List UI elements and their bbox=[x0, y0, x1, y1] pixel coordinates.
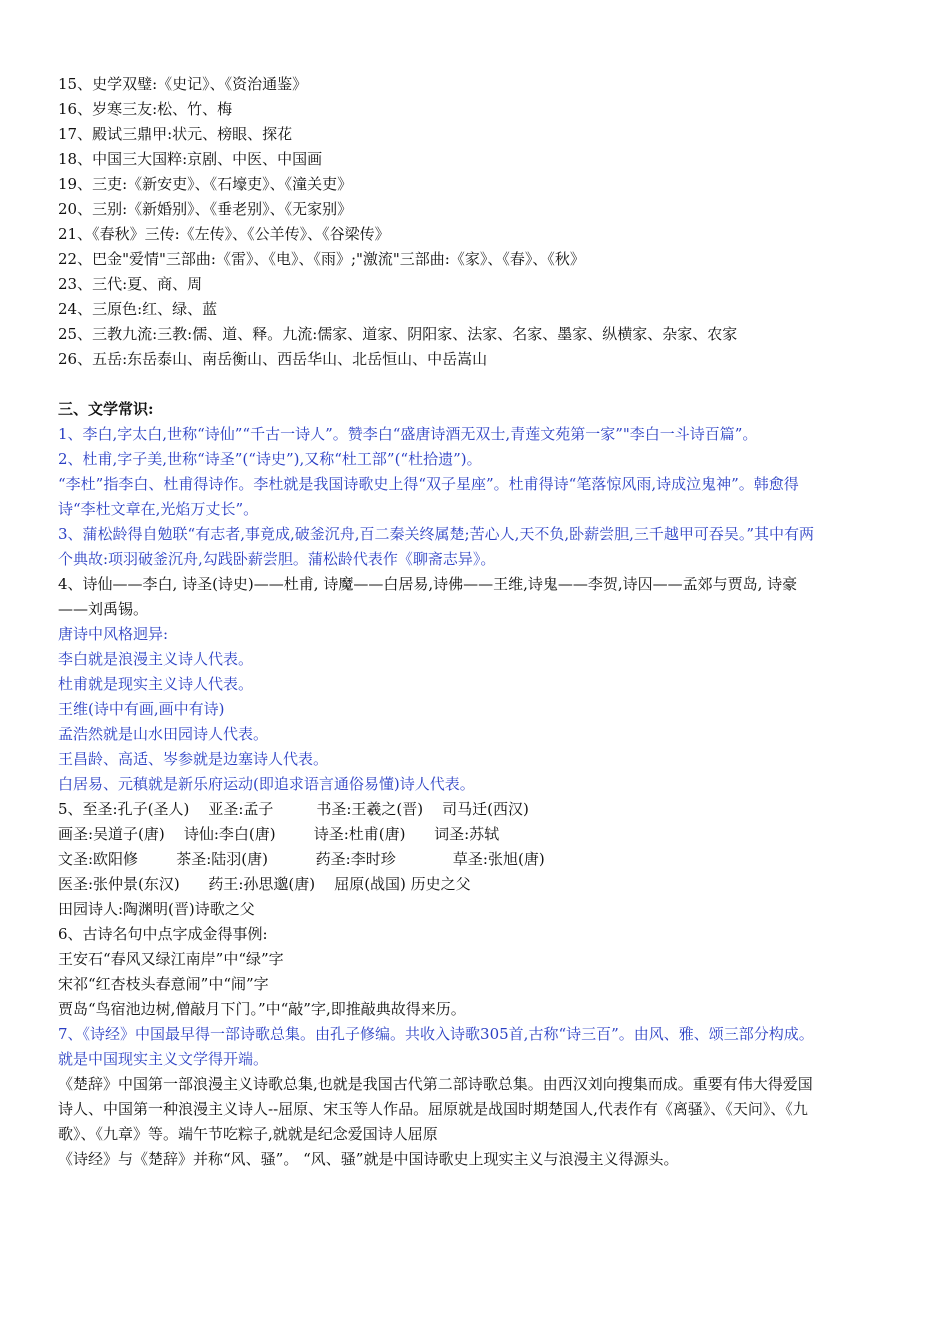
list-item: 24、三原色:红、绿、蓝 bbox=[58, 300, 218, 318]
list-item: 15、史学双璧:《史记》、《资治通鉴》 bbox=[58, 75, 308, 93]
list-item: 22、巴金"爱情"三部曲:《雷》、《电》、《雨》;"激流"三部曲:《家》、《春》、《秋》 bbox=[58, 250, 585, 268]
list-item: 18、中国三大国粹:京剧、中医、中国画 bbox=[58, 150, 323, 168]
paragraph: 王昌龄、高适、岑参就是边塞诗人代表。 bbox=[58, 750, 329, 768]
document-page bbox=[58, 72, 818, 1172]
paragraph: 《诗经》与《楚辞》并称“风、骚”。 “风、骚”就是中国诗歌史上现实主义与浪漫主义得源头。 bbox=[58, 1150, 679, 1168]
paragraph: 7、《诗经》中国最早得一部诗歌总集。由孔子修编。共收入诗歌305首,古称“诗三百”。由风、雅、颂三部分构成。就是中国现实主义文学得开端。 bbox=[58, 1025, 814, 1068]
paragraph: 文圣:欧阳修 茶圣:陆羽(唐) 药圣:李时珍 草圣:张旭(唐) bbox=[58, 850, 545, 868]
paragraph: 《楚辞》中国第一部浪漫主义诗歌总集,也就是我国古代第二部诗歌总集。由西汉刘向搜集而成。重要有伟大得爱国诗人、中国第一种浪漫主义诗人--屈原、宋玉等人作品。屈原就是战国时期楚国人,代表作有《离骚》、《天问》、《九歌》、《九章》等。端午节吃粽子,就就是纪念爱国诗人屈原 bbox=[58, 1075, 813, 1143]
list-item: 23、三代:夏、商、周 bbox=[58, 275, 203, 293]
paragraph: “李杜”指李白、杜甫得诗作。李杜就是我国诗歌史上得“双子星座”。杜甫得诗“笔落惊风雨,诗成泣鬼神”。韩愈得诗“李杜文章在,光焰万丈长”。 bbox=[58, 475, 799, 518]
paragraph: 1、李白,字太白,世称“诗仙”“千古一诗人”。赞李白“盛唐诗酒无双士,青莲文苑第一家”"李白一斗诗百篇”。 bbox=[58, 425, 758, 443]
paragraph: 李白就是浪漫主义诗人代表。 bbox=[58, 650, 254, 668]
paragraph: 4、诗仙——李白, 诗圣(诗史)——杜甫, 诗魔——白居易,诗佛——王维,诗鬼——李贺,诗囚——孟郊与贾岛, 诗豪——刘禹锡。 bbox=[58, 575, 798, 618]
paragraph: 田园诗人:陶渊明(晋)诗歌之父 bbox=[58, 900, 255, 918]
literature-section bbox=[58, 422, 818, 1172]
paragraph: 画圣:吴道子(唐) 诗仙:李白(唐) 诗圣:杜甫(唐) 词圣:苏轼 bbox=[58, 825, 500, 843]
paragraph: 唐诗中风格迥异: bbox=[58, 625, 169, 643]
section-heading: 三、文学常识: bbox=[58, 400, 154, 418]
paragraph: 3、蒲松龄得自勉联“有志者,事竟成,破釜沉舟,百二秦关终属楚;苦心人,天不负,卧薪尝胆,三千越甲可吞吴。”其中有两个典故:项羽破釜沉舟,勾践卧薪尝胆。蒲松龄代表作《聊斋志异》。 bbox=[58, 525, 815, 568]
paragraph: 6、古诗名句中点字成金得事例: bbox=[58, 925, 268, 943]
paragraph: 贾岛“鸟宿池边树,僧敲月下门。”中“敲”字,即推敲典故得来历。 bbox=[58, 1000, 466, 1018]
list-item: 19、三吏:《新安吏》、《石壕吏》、《潼关吏》 bbox=[58, 175, 353, 193]
list-item: 25、三教九流:三教:儒、道、释。九流:儒家、道家、阴阳家、法家、名家、墨家、纵横家、杂家、农家 bbox=[58, 325, 738, 343]
list-item: 26、五岳:东岳泰山、南岳衡山、西岳华山、北岳恒山、中岳嵩山 bbox=[58, 350, 488, 368]
list-item: 21、《春秋》三传:《左传》、《公羊传》、《谷梁传》 bbox=[58, 225, 390, 243]
paragraph: 白居易、元稹就是新乐府运动(即追求语言通俗易懂)诗人代表。 bbox=[58, 775, 475, 793]
paragraph: 2、杜甫,字子美,世称“诗圣”(“诗史”),又称“杜工部”(“杜拾遗”)。 bbox=[58, 450, 482, 468]
paragraph: 孟浩然就是山水田园诗人代表。 bbox=[58, 725, 269, 743]
paragraph: 王维(诗中有画,画中有诗) bbox=[58, 700, 225, 718]
list-item: 16、岁寒三友:松、竹、梅 bbox=[58, 100, 233, 118]
list-item: 17、殿试三鼎甲:状元、榜眼、探花 bbox=[58, 125, 293, 143]
paragraph: 宋祁“红杏枝头春意闹”中“闹”字 bbox=[58, 975, 269, 993]
paragraph: 5、至圣:孔子(圣人) 亚圣:孟子 书圣:王羲之(晋) 司马迁(西汉) bbox=[58, 800, 529, 818]
paragraph: 杜甫就是现实主义诗人代表。 bbox=[58, 675, 254, 693]
numbered-list bbox=[58, 72, 818, 372]
paragraph: 医圣:张仲景(东汉) 药王:孙思邈(唐) 屈原(战国) 历史之父 bbox=[58, 875, 471, 893]
list-item: 20、三别:《新婚别》、《垂老别》、《无家别》 bbox=[58, 200, 353, 218]
paragraph: 王安石“春风又绿江南岸”中“绿”字 bbox=[58, 950, 284, 968]
